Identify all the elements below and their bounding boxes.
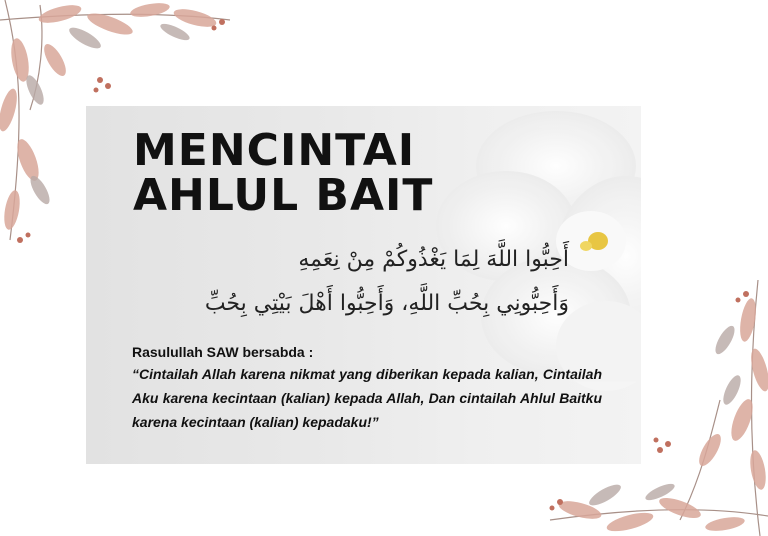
arabic-line-2: وَأَحِبُّونِي بِحُبِّ اللَّهِ، وَأَحِبُّوا أَهْلَ بَيْتِي بِحُبِّ [204, 291, 569, 316]
title-line-1: MENCINTAI [133, 125, 416, 176]
page-title [133, 125, 434, 221]
hadith-intro: Rasulullah SAW bersabda : [132, 344, 314, 360]
arabic-hadith-text [139, 238, 569, 326]
title-line-2: AHLUL BAIT [133, 170, 434, 221]
hadith-translation: “Cintailah Allah karena nikmat yang diberikan kepada kalian, Cintailah Aku karena kecintaan (kalian) kepada Allah, Dan cintailah Ahlul Baitku karena kecintaan (kalian) kepadaku!” [132, 366, 602, 430]
arabic-line-1: أَحِبُّوا اللَّهَ لِمَا يَغْذُوكُمْ مِنْ نِعَمِهِ [298, 247, 569, 272]
leaves-bottom-right-decoration [520, 280, 768, 536]
